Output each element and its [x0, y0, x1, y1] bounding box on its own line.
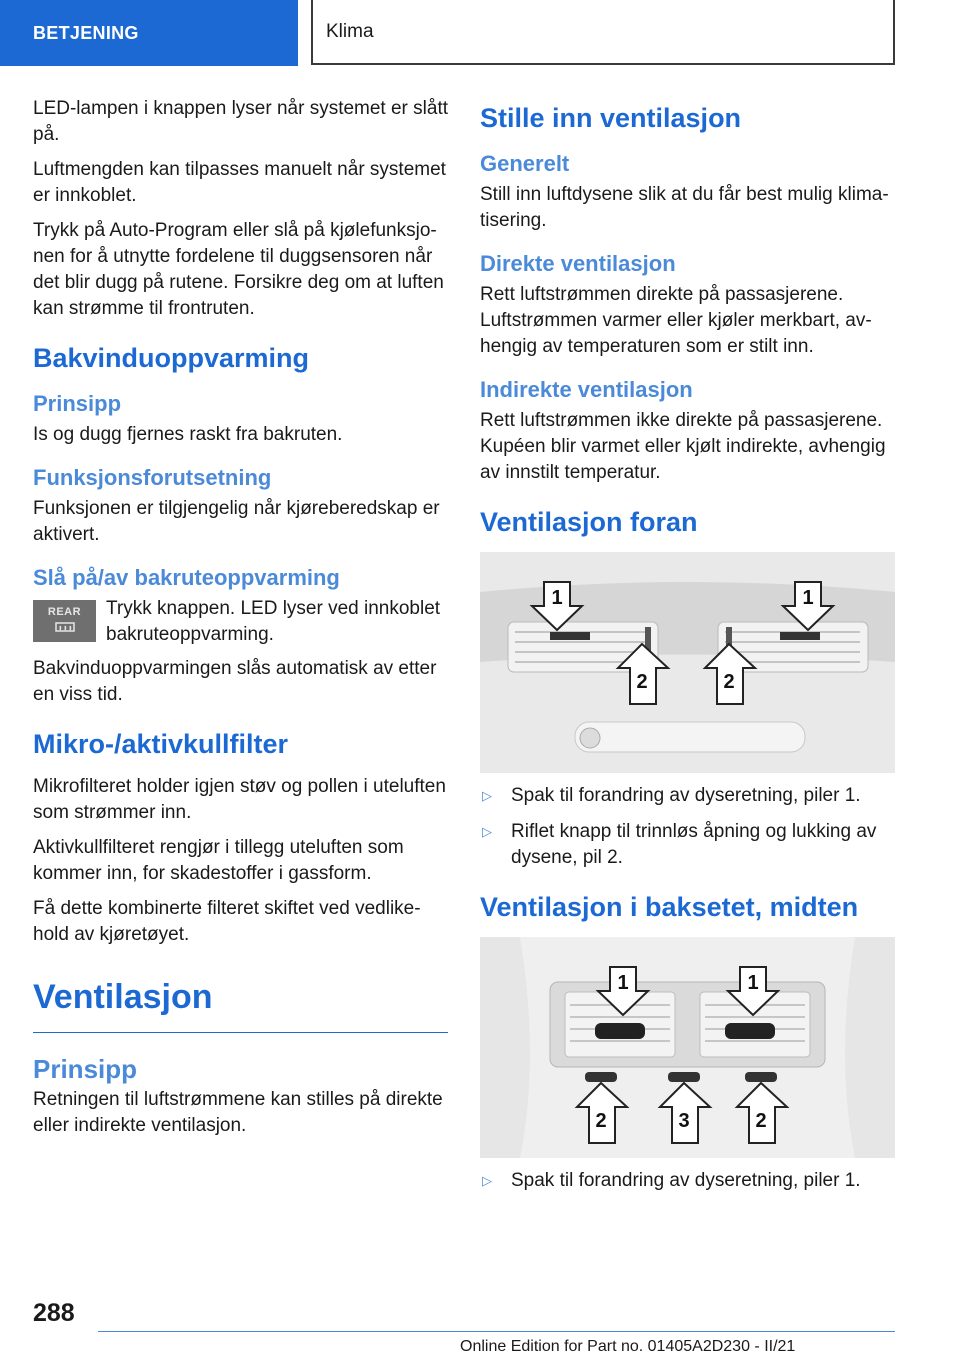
page-number: 288	[33, 1299, 75, 1327]
arrow-label: 1	[617, 972, 629, 994]
list-item-text: Riflet knapp til trinnløs åpning og lukking av dysene, pil 2.	[511, 821, 877, 868]
footer-divider	[98, 1331, 895, 1332]
arrow-label: 2	[755, 1110, 767, 1132]
arrow-label: 2	[595, 1110, 607, 1132]
list-item-text: Spak til forandring av dyseretning, piler 1.	[511, 785, 861, 806]
front-vents-list	[480, 783, 895, 871]
triangle-bullet-icon: ▷	[482, 788, 492, 803]
heading-bakvinduoppvarming: Bakvinduoppvarming	[33, 343, 310, 373]
paragraph: Trykk knappen. LED lyser ved innkoblet bakruteoppvarming.	[106, 598, 441, 645]
arrow-label: 1	[802, 587, 814, 609]
list-item	[480, 819, 895, 871]
right-column	[480, 96, 895, 1204]
left-column	[33, 96, 448, 1148]
arrow-label: 2	[636, 671, 648, 693]
paragraph: Retningen til luftstrømmene kan stilles på direkte eller indirekte ventilasjon.	[33, 1089, 443, 1136]
arrow-label: 3	[678, 1110, 690, 1132]
subheading-bakruteoppvarming: Slå på/av bakruteoppvarming	[33, 565, 340, 590]
subheading-funksjonsforutsetning: Funksjonsforutsetning	[33, 465, 272, 490]
heading-mikrofilter: Mikro-/aktivkullfilter	[33, 729, 289, 759]
subheading-direkte: Direkte ventilasjon	[480, 251, 676, 276]
rear-icon-label: REAR	[47, 606, 82, 618]
defrost-waves-icon	[55, 622, 75, 636]
paragraph: Rett luftstrømmen ikke direkte på passasjerene. Kupéen blir varmet eller kjølt indirekte, avhengig av innstilt temperatur.	[480, 410, 886, 483]
list-item-text: Spak til forandring av dyseretning, piler 1.	[511, 1170, 861, 1191]
footer-edition: Online Edition for Part no. 01405A2D230 - II/21	[460, 1338, 796, 1355]
paragraph: Luftmengden kan tilpasses manuelt når systemet er innkoblet.	[33, 159, 446, 206]
arrow-label: 1	[551, 587, 563, 609]
list-item	[480, 1168, 895, 1194]
chapter-title: Klima	[311, 0, 895, 65]
paragraph: Funksjonen er tilgjengelig når kjøreberedskap er aktivert.	[33, 498, 440, 545]
subheading-indirekte: Indirekte ventilasjon	[480, 377, 693, 402]
rear-vents-figure	[480, 937, 895, 1158]
rear-defrost-icon	[33, 600, 96, 642]
subheading-prinsipp: Prinsipp	[33, 391, 122, 416]
triangle-bullet-icon: ▷	[482, 1173, 492, 1188]
paragraph: Still inn luftdysene slik at du får best mulig klimatisering.	[480, 184, 889, 231]
front-vents-figure	[480, 552, 895, 773]
paragraph: Trykk på Auto-Program eller slå på kjølefunksjonen for å utnytte fordelene til duggsensoren når det blir dugg på rutene. Forsikre deg om at luften kan strømme til frontruten.	[33, 220, 444, 319]
triangle-bullet-icon: ▷	[482, 824, 492, 839]
rear-vents-list	[480, 1168, 895, 1194]
paragraph: LED-lampen i knappen lyser når systemet er slått på.	[33, 98, 449, 145]
paragraph: Få dette kombinerte filteret skiftet ved vedlikehold av kjøretøyet.	[33, 898, 421, 945]
rear-button-instruction	[33, 596, 448, 648]
list-item	[480, 783, 895, 809]
paragraph: Bakvinduoppvarmingen slås automatisk av etter en viss tid.	[33, 658, 437, 705]
heading-ventilasjon-foran: Ventilasjon foran	[480, 507, 698, 537]
section-tab: BETJENING	[0, 0, 298, 66]
paragraph: Aktivkullfilteret rengjør i tillegg uteluften som kommer inn, for skadestoffer i gassform.	[33, 837, 404, 884]
arrow-label: 2	[723, 671, 735, 693]
arrow-label: 1	[747, 972, 759, 994]
subheading-generelt: Generelt	[480, 151, 570, 176]
paragraph: Rett luftstrømmen direkte på passasjerene. Luftstrømmen varmer eller kjøler merkbart, avhengig av temperaturen som er stilt inn.	[480, 284, 872, 357]
heading-ventilasjon: Ventilasjon	[33, 976, 448, 1033]
paragraph: Mikrofilteret holder igjen støv og pollen i uteluften som strømmer inn.	[33, 776, 446, 823]
heading-stille-inn: Stille inn ventilasjon	[480, 103, 742, 133]
subheading-prinsipp-ventilasjon: Prinsipp	[33, 1054, 138, 1084]
heading-ventilasjon-baksete: Ventilasjon i baksetet, midten	[480, 892, 859, 922]
paragraph: Is og dugg fjernes raskt fra bakruten.	[33, 424, 343, 445]
